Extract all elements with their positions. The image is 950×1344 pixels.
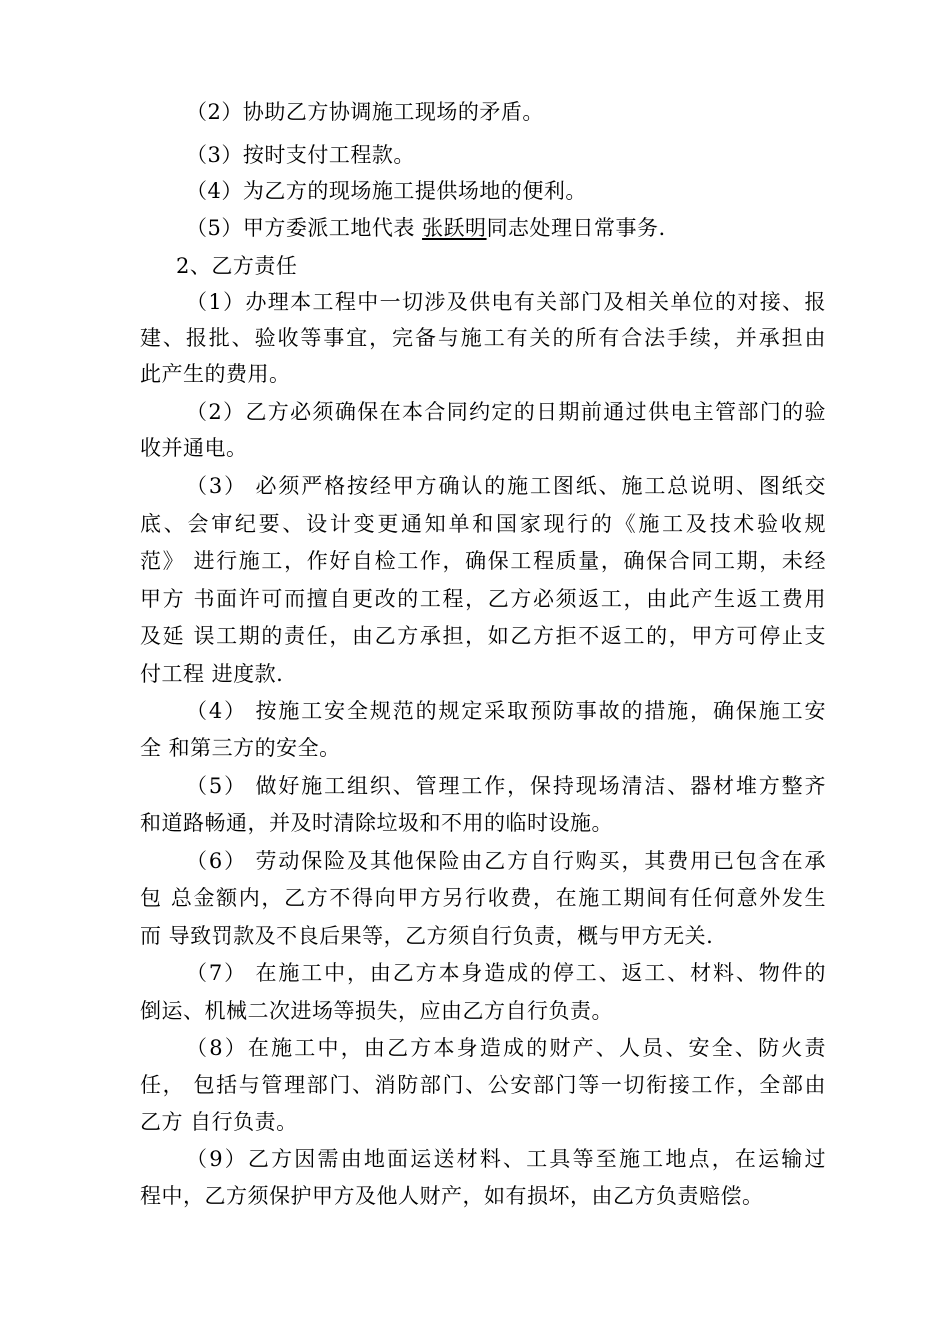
text-line: （5） 做好施工组织、管理工作，保持现场清洁、器材堆方整齐 [186,774,826,798]
text-line: 收并通电。 [140,436,248,460]
text-line: 倒运、机械二次进场等损失，应由乙方自行负责。 [140,999,613,1023]
text-line: （3） 必须严格按经甲方确认的施工图纸、施工总说明、图纸交 [186,474,826,498]
section-heading: 2、乙方责任 [176,254,298,278]
text-line: 乙方 自行负责。 [140,1110,298,1134]
text-segment: （5）甲方委派工地代表 [186,216,415,240]
text-line: 付工程 进度款. [140,662,284,686]
text-line: （2）乙方必须确保在本合同约定的日期前通过供电主管部门的验 [186,400,826,424]
text-line: （4） 按施工安全规范的规定采取预防事故的措施，确保施工安 [186,699,826,723]
text-line: 任， 包括与管理部门、消防部门、公安部门等一切衔接工作，全部由 [140,1073,826,1097]
text-line-with-representative [186,213,666,243]
text-line: （9）乙方因需由地面运送材料、工具等至施工地点，在运输过 [186,1147,826,1171]
text-line: （7） 在施工中，由乙方本身造成的停工、返工、材料、物件的 [186,961,826,985]
text-line: 甲方 书面许可而擅自更改的工程，乙方必须返工，由此产生返工费用 [140,587,826,611]
text-line: 全 和第三方的安全。 [140,736,341,760]
text-line: 包 总金额内，乙方不得向甲方另行收费，在施工期间有任何意外发生 [140,886,826,910]
text-line: 程中，乙方须保护甲方及他人财产，如有损坏，由乙方负责赔偿。 [140,1184,764,1208]
text-line: （8）在施工中，由乙方本身造成的财产、人员、安全、防火责 [186,1036,826,1060]
text-line: 此产生的费用。 [140,362,291,386]
text-line: （4）为乙方的现场施工提供场地的便利。 [186,179,587,203]
text-line: 和道路畅通，并及时清除垃圾和不用的临时设施。 [140,811,613,835]
text-line: （6） 劳动保险及其他保险由乙方自行购买，其费用已包含在承 [186,849,826,873]
representative-name: 张跃明 [422,216,487,240]
text-line: （3）按时支付工程款。 [186,143,415,167]
text-line: 底、会审纪要、设计变更通知单和国家现行的《施工及技术验收规 [140,512,826,536]
text-line: （1）办理本工程中一切涉及供电有关部门及相关单位的对接、报 [186,290,826,314]
text-line: 而 导致罚款及不良后果等，乙方须自行负责，概与甲方无关. [140,924,714,948]
text-line: （2）协助乙方协调施工现场的矛盾。 [186,100,544,124]
text-line: 建、报批、验收等事宜，完备与施工有关的所有合法手续，并承担由 [140,326,826,350]
text-segment: 同志处理日常事务. [486,216,666,240]
text-line: 范》 进行施工，作好自检工作，确保工程质量，确保合同工期，未经 [140,549,826,573]
text-line: 及延 误工期的责任，由乙方承担，如乙方拒不返工的，甲方可停止支 [140,624,826,648]
